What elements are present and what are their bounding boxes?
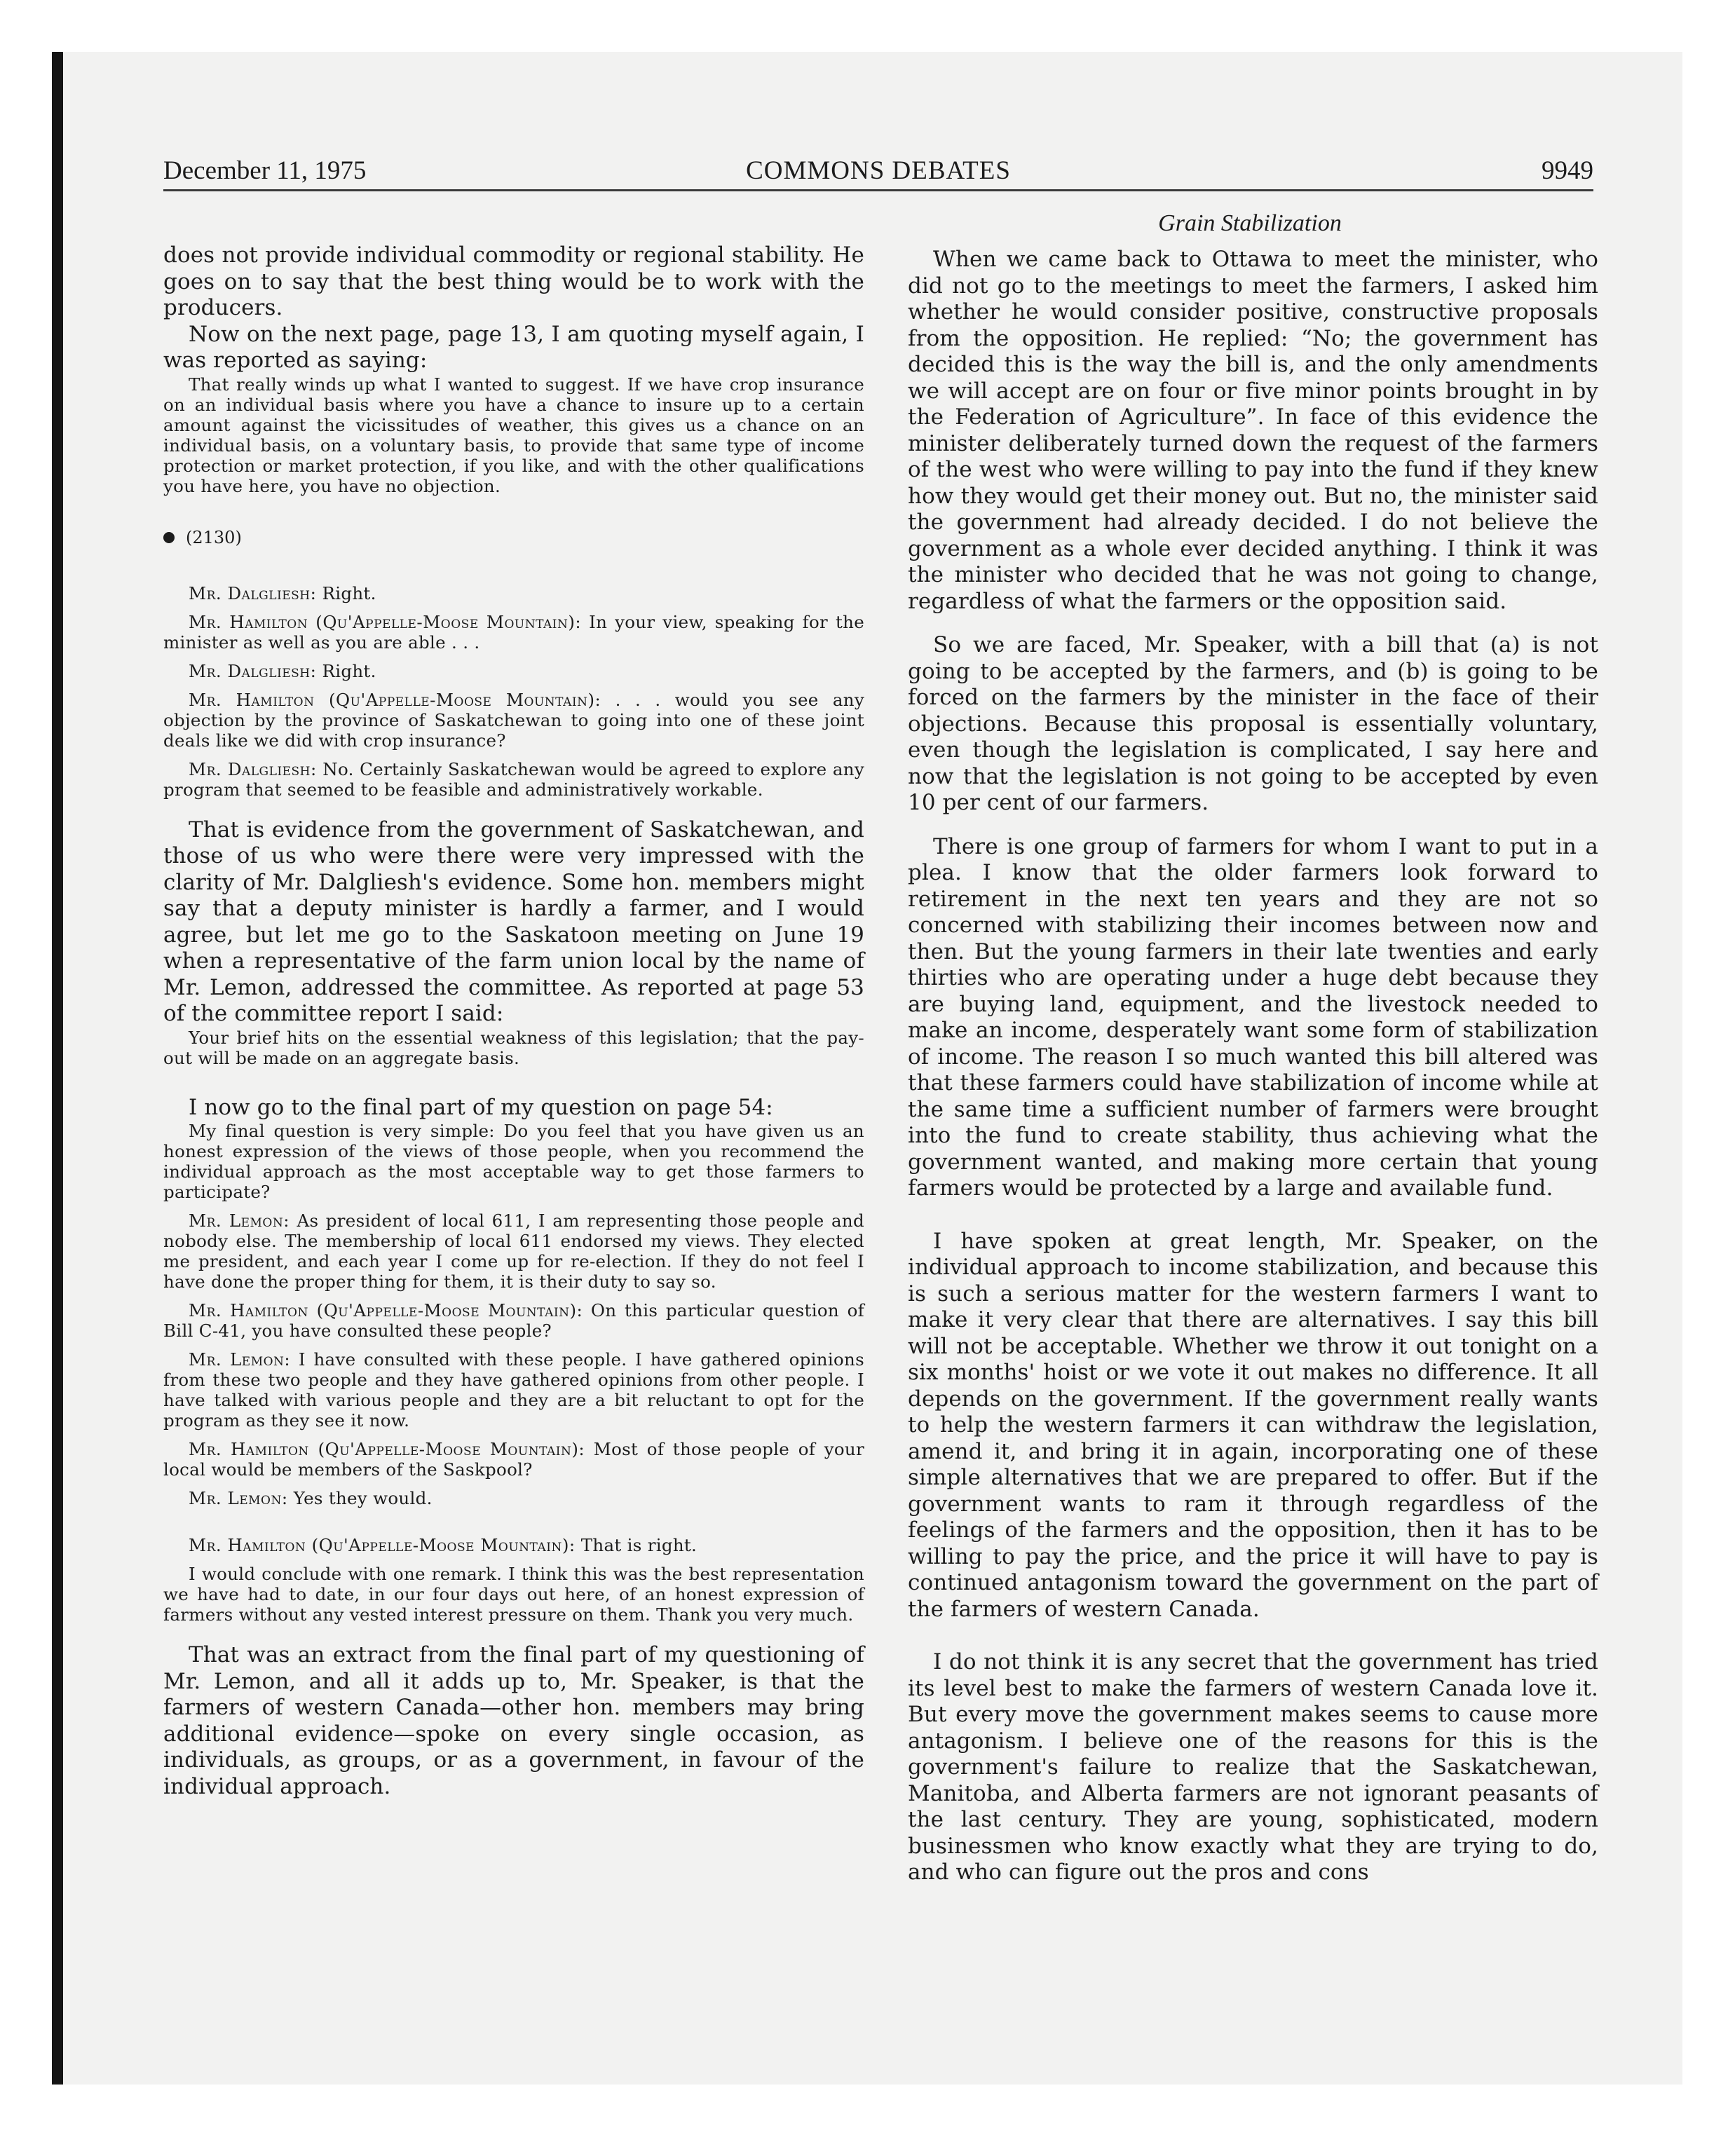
speaker-name: Mr. Hamilton (Qu'Appelle-Moose Mountain): bbox=[189, 1535, 576, 1555]
dialogue-text: In your view, speaking for the minister as well as you are able . . . bbox=[163, 611, 864, 653]
speaker-name: Mr. Lemon: bbox=[189, 1210, 290, 1231]
dialogue-text: Right. bbox=[322, 660, 376, 681]
left-paragraph-4: I now go to the final part of my question on page 54: bbox=[189, 1094, 773, 1120]
time-marker bbox=[163, 527, 864, 548]
left-column bbox=[163, 243, 864, 1800]
speaker-name: Mr. Hamilton (Qu'Appelle-Moose Mountain): bbox=[189, 1300, 583, 1321]
left-quote-1: That really winds up what I wanted to suggest. If we have crop insurance on an individual basis where you have a chance to insure up to a certain amount against the vicissitudes of weather, this gives us a chance on an individual basis, on a voluntary basis, to provide that same type of income protection or market protection, if you like, and with the other qualifications you have here, you have no objection. bbox=[163, 374, 864, 496]
scan-edge bbox=[52, 52, 63, 2085]
dialogue-line bbox=[163, 612, 864, 653]
right-paragraph-2: So we are faced, Mr. Speaker, with a bill that (a) is not going to be accepted by the farmers, and (b) is going to be forced on the farmers by the minister in the face of their objections. Because this proposal is essentially voluntary, even though the legislation is complicated, I say here and now that the legislation is not going to be accepted by even 10 per cent of our farmers. bbox=[908, 632, 1598, 815]
speaker-name: Mr. Hamilton (Qu'Appelle-Moose Mountain): bbox=[189, 611, 582, 632]
left-quote-3: My final question is very simple: Do you feel that you have given us an honest expression of the views of those people, when you recommend the individual approach as the most acceptable way to get those farmers to participate? bbox=[163, 1121, 864, 1202]
dialogue-line bbox=[163, 1535, 864, 1555]
right-paragraph-1: When we came back to Ottawa to meet the minister, who did not go to the meetings to meet the farmers, I asked him whether he would consider positive, constructive proposals from the opposition. He replied: “No; the government has decided this is the way the bill is, and the only amendments we will accept are on four or five minor points brought in by the Federation of Agriculture”. In face of this evidence the minister deliberately turned down the request of the farmers of the west who were willing to pay into the fund if they knew how they would get their money out. But no, the minister said the government had already decided. I do not believe the government as a whole ever decided anything. I think it was the minister who decided that he was not going to change, regardless of what the farmers or the opposition said. bbox=[908, 247, 1598, 614]
dialogue-text: I have consulted with these people. I have gathered opinions from these two people and they have gathered opinions from other people. I have talked with various people and they are a bit reluctant to opt for the program as they see it now. bbox=[163, 1349, 864, 1431]
speaker-name: Mr. Lemon: bbox=[189, 1488, 288, 1508]
dialogue-text: On this particular question of Bill C-41, you have consulted these people? bbox=[163, 1300, 865, 1341]
dialogue-line bbox=[163, 1349, 864, 1431]
header-publication: COMMONS DEBATES bbox=[746, 156, 1011, 185]
dialogue-line bbox=[163, 583, 864, 603]
dialogue-text: That is right. bbox=[580, 1535, 698, 1555]
dialogue-line bbox=[163, 690, 864, 751]
speaker-name: Mr. Hamilton (Qu'Appelle-Moose Mountain): bbox=[189, 1439, 585, 1459]
dialogue-text: No. Certainly Saskatchewan would be agreed to explore any program that seemed to be feasible and administratively workable. bbox=[163, 758, 864, 800]
header-date: December 11, 1975 bbox=[163, 156, 367, 185]
left-quote-4: I would conclude with one remark. I think this was the best representation we have had to date, in our four days out here, of an honest expression of farmers without any vested interest pressure on them. Thank you very much. bbox=[163, 1564, 864, 1625]
dialogue-text: Yes they would. bbox=[293, 1488, 433, 1508]
speaker-name: Mr. Dalgliesh: bbox=[189, 758, 317, 779]
right-paragraph-5: I do not think it is any secret that the government has tried its level best to make the farmers of western Canada love it. But every move the government makes seems to cause more antagonism. I believe one of the reasons for this is the government's failure to realize that the Saskatchewan, Manitoba, and Alberta farmers are not ignorant peasants of the last century. They are young, sophisticated, modern businessmen who know exactly what they are trying to do, and who can figure out the pros and cons bbox=[908, 1649, 1598, 1885]
left-paragraph-2: Now on the next page, page 13, I am quoting myself again, I was reported as saying: bbox=[163, 321, 864, 373]
speaker-name: Mr. Lemon: bbox=[189, 1349, 291, 1370]
page-header bbox=[163, 153, 1593, 191]
left-paragraph-1: does not provide individual commodity or regional stability. He goes on to say that the best thing would be to work with the producers. bbox=[163, 243, 864, 320]
bullet-icon bbox=[163, 532, 175, 543]
right-column bbox=[908, 247, 1598, 1886]
dialogue-line bbox=[163, 1300, 864, 1341]
speaker-name: Mr. Dalgliesh: bbox=[189, 660, 317, 681]
dialogue-line bbox=[163, 1439, 864, 1480]
speaker-name: Mr. Dalgliesh: bbox=[189, 582, 317, 603]
dialogue-line bbox=[163, 661, 864, 681]
left-paragraph-5: That was an extract from the final part of my questioning of Mr. Lemon, and all it adds up to, Mr. Speaker, is that the farmers of western Canada—other hon. members may bring additional evidence—spoke on every single occasion, as individuals, as groups, or as a government, in favour of the individual approach. bbox=[163, 1642, 864, 1799]
right-paragraph-3: There is one group of farmers for whom I want to put in a plea. I know that the older farmers look forward to retirement in the next ten years and they are not so concerned with stabilizing their incomes between now and then. But the young farmers in their late twenties and early thirties who are operating under a huge debt because they are buying land, equipment, and the livestock needed to make an income, desperately want some form of stabilization of income. The reason I so much wanted this bill altered was that these farmers could have stabilization of income while at the same time a sufficient number of farmers were brought into the fund to create stability, thus achieving what the government wanted, and making more certain that young farmers would be protected by a large and available fund. bbox=[908, 833, 1598, 1201]
dialogue-line bbox=[163, 759, 864, 800]
dialogue-text: As president of local 611, I am representing those people and nobody else. The membership of local 611 endorsed my views. They elected me president, and each year I come up for re-election. If they do not feel I have done the proper thing for them, it is their duty to say so. bbox=[163, 1210, 864, 1292]
speaker-name: Mr. Hamilton (Qu'Appelle-Moose Mountain): bbox=[189, 689, 601, 710]
time-marker-text: (2130) bbox=[186, 527, 242, 547]
header-page-number: 9949 bbox=[1542, 156, 1593, 185]
dialogue-text: . . . would you see any objection by the province of Saskatchewan to going into one of these joint deals like we did with crop insurance? bbox=[163, 689, 864, 751]
dialogue-line bbox=[163, 1488, 864, 1508]
right-paragraph-4: I have spoken at great length, Mr. Speaker, on the individual approach to income stabilization, and because this is such a serious matter for the western farmers I want to make it very clear that there are alternatives. I say this bill will not be acceptable. Whether we throw it out tonight on a six months' hoist or we vote it out makes no difference. It all depends on the government. If the government really wants to help the western farmers it can withdraw the legislation, amend it, and bring it in again, incorporating one of these simple alternatives that we are prepared to offer. But if the government wants to ram it through regardless of the feelings of the farmers and the opposition, then it has to be willing to pay the price, and the price it will have to pay is continued antagonism toward the government on the part of the farmers of western Canada. bbox=[908, 1228, 1598, 1622]
left-quote-2: Your brief hits on the essential weakness of this legislation; that the pay-out will be made on an aggregate basis. bbox=[163, 1027, 864, 1068]
left-paragraph-3: That is evidence from the government of Saskatchewan, and those of us who were there were very impressed with the clarity of Mr. Dalgliesh's evidence. Some hon. members might say that a deputy minister is hardly a farmer, and I would agree, but let me go to the Saskatoon meeting on June 19 when a representative of the farm union local by the name of Mr. Lemon, addressed the committee. As reported at page 53 of the committee report I said: bbox=[163, 817, 864, 1026]
dialogue-text: Right. bbox=[322, 582, 376, 603]
dialogue-line bbox=[163, 1210, 864, 1292]
dialogue-text: Most of those people of your local would be members of the Saskpool? bbox=[163, 1439, 864, 1480]
running-head: Grain Stabilization bbox=[1158, 210, 1342, 236]
